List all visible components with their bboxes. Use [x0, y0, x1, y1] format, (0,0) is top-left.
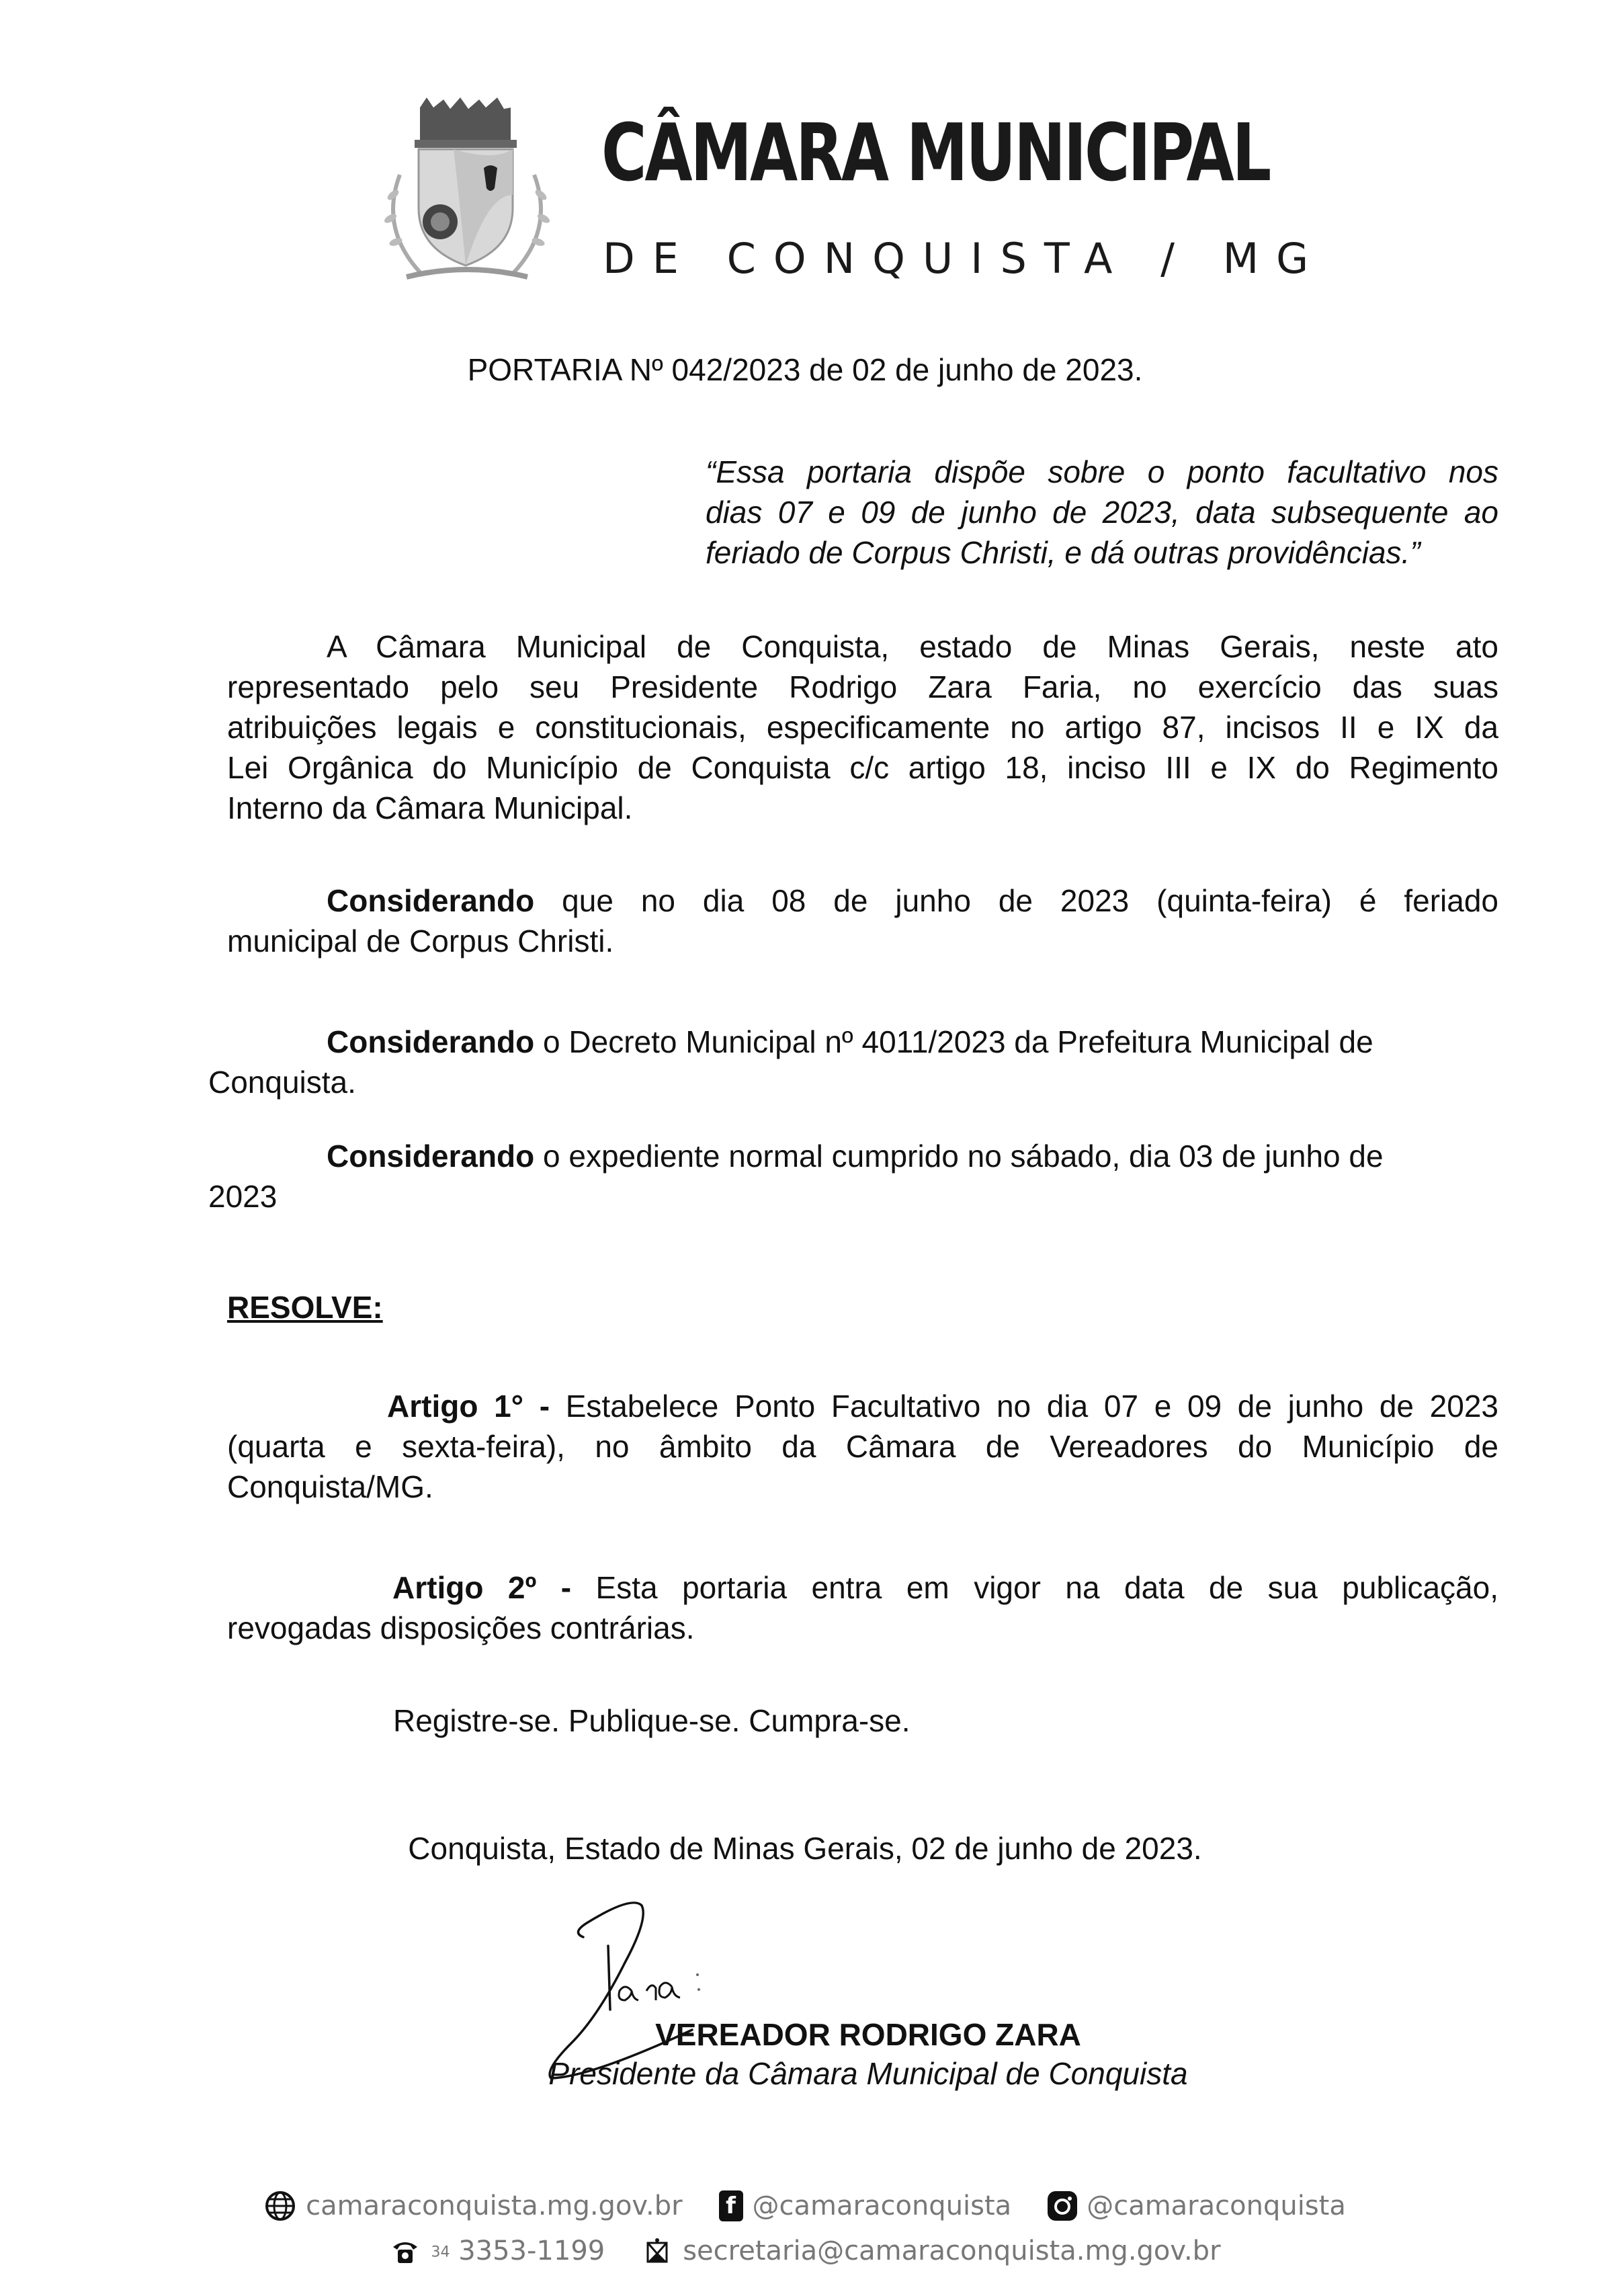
- consideration-text: municipal de Corpus Christi.: [227, 924, 614, 958]
- article-label: Artigo 1° -: [387, 1389, 550, 1424]
- article-text: revogadas disposições contrárias.: [227, 1610, 695, 1645]
- article-text: Estabelece Ponto Facultativo no dia 07 e 09 de junho de 2023: [565, 1389, 1498, 1424]
- signer-role: Presidente da Câmara Municipal de Conquista: [548, 2056, 1188, 2091]
- footer-facebook[interactable]: @camaraconquista: [752, 2190, 1012, 2221]
- footer-email[interactable]: secretaria@camaraconquista.mg.gov.br: [683, 2236, 1221, 2266]
- footer-address-cropped: [0, 2283, 1610, 2296]
- footer-website[interactable]: camaraconquista.mg.gov.br: [306, 2190, 683, 2221]
- consideration-text: Conquista.: [208, 1065, 356, 1100]
- consideration-text: que no dia 08 de junho de 2023 (quinta-feira) é feriado: [562, 883, 1498, 918]
- summary-line: “Essa portaria dispõe sobre o ponto facultativo nos: [706, 454, 1498, 489]
- consideration-keyword: Considerando: [327, 1139, 535, 1174]
- intro-line: A Câmara Municipal de Conquista, estado de Minas Gerais, neste ato: [327, 629, 1498, 664]
- document-title: PORTARIA Nº 042/2023 de 02 de junho de 2023.: [467, 352, 1143, 387]
- mail-icon: [641, 2235, 673, 2267]
- article-label: Artigo 2º -: [392, 1570, 572, 1605]
- footer-instagram[interactable]: @camaraconquista: [1087, 2190, 1346, 2221]
- footer-phone-area-code: 34: [431, 2244, 450, 2261]
- intro-line: Interno da Câmara Municipal.: [227, 790, 633, 825]
- phone-icon: [389, 2235, 421, 2267]
- instagram-icon: [1048, 2191, 1077, 2221]
- intro-line: atribuições legais e constitucionais, especificamente no artigo 87, incisos II e IX da: [227, 710, 1498, 745]
- signer-name: VEREADOR RODRIGO ZARA: [655, 2017, 1081, 2052]
- consideration-text: o expediente normal cumprido no sábado, dia 03 de junho de: [543, 1139, 1384, 1174]
- consideration-text: 2023: [208, 1179, 278, 1214]
- signature-scribble-icon: [470, 1869, 1277, 2097]
- article-text: Conquista/MG.: [227, 1469, 433, 1504]
- facebook-icon: f: [719, 2190, 743, 2221]
- summary-line: feriado de Corpus Christi, e dá outras providências.”: [706, 535, 1421, 570]
- organization-name: CÂMARA MUNICIPAL: [601, 106, 1270, 199]
- consideration-text: o Decreto Municipal nº 4011/2023 da Prefeitura Municipal de: [543, 1024, 1373, 1059]
- resolve-heading: RESOLVE:: [227, 1290, 383, 1325]
- place-and-date: Conquista, Estado de Minas Gerais, 02 de junho de 2023.: [408, 1831, 1202, 1866]
- footer-phone[interactable]: 3353-1199: [458, 2236, 605, 2266]
- consideration-keyword: Considerando: [327, 883, 535, 918]
- article-text: Esta portaria entra em vigor na data de sua publicação,: [595, 1570, 1499, 1605]
- intro-line: Lei Orgânica do Município de Conquista c/c artigo 18, inciso III e IX do Regimento: [227, 750, 1498, 785]
- footer-row-contact: [0, 2235, 1610, 2267]
- footer-row-online: [0, 2190, 1610, 2222]
- article-text: (quarta e sexta-feira), no âmbito da Câmara de Vereadores do Município de: [227, 1429, 1498, 1464]
- organization-subtitle: DE CONQUISTA / MG: [603, 234, 1326, 283]
- globe-icon: [264, 2190, 296, 2222]
- summary-line: dias 07 e 09 de junho de 2023, data subsequente ao: [706, 495, 1498, 530]
- consideration-keyword: Considerando: [327, 1024, 535, 1059]
- closing-formula: Registre-se. Publique-se. Cumpra-se.: [393, 1703, 910, 1738]
- handwritten-signature: [470, 1869, 1277, 2097]
- intro-line: representado pelo seu Presidente Rodrigo Zara Faria, no exercício das suas: [227, 669, 1498, 704]
